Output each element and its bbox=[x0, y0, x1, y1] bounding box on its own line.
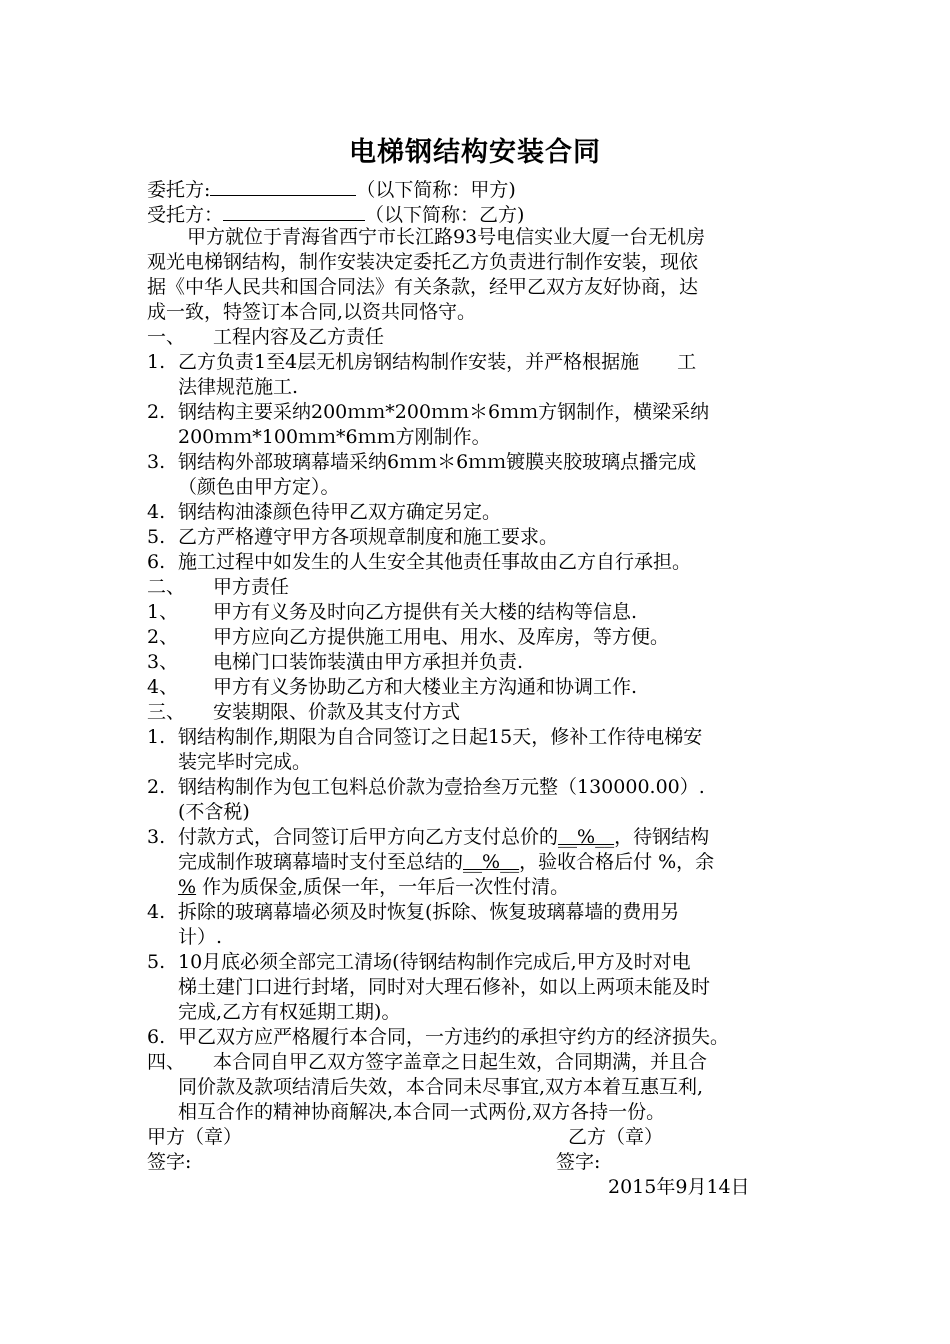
item-text: 甲方有义务协助乙方和大楼业主方沟通和协调工作. bbox=[213, 676, 638, 698]
section1-heading bbox=[147, 325, 384, 350]
party-b-seal: 乙方（章） bbox=[568, 1126, 664, 1148]
item-number: 1. bbox=[147, 726, 166, 748]
s3-item-6 bbox=[147, 1025, 729, 1050]
client-line bbox=[147, 175, 516, 203]
payment-text-a: 付款方式，合同签订后甲方向乙方支付总价的 bbox=[178, 826, 559, 848]
client-name-blank bbox=[210, 175, 356, 196]
item-number: 5. bbox=[147, 526, 166, 548]
item-number: 4. bbox=[147, 901, 166, 923]
party-b-signature: 签字: bbox=[556, 1151, 601, 1173]
item-number: 1、 bbox=[147, 601, 179, 623]
intro-line-2: 观光电梯钢结构，制作安装决定委托乙方负责进行制作安装，现依 bbox=[147, 251, 699, 273]
client-label: 委托方: bbox=[147, 179, 211, 201]
s3-item-2 bbox=[147, 775, 705, 800]
item-number: 2. bbox=[147, 776, 166, 798]
item-text: 钢结构外部玻璃幕墙采纳6ｍｍ＊6ｍｍ镀膜夹胶玻璃点播完成 bbox=[178, 451, 697, 473]
section2-title: 甲方责任 bbox=[213, 576, 290, 598]
section3-number: 三、 bbox=[147, 701, 186, 723]
s3-item-5-cont-1: 梯土建门口进行封堵，同时对大理石修补，如以上两项未能及时 bbox=[178, 976, 711, 998]
section4-text: 本合同自甲乙双方签字盖章之日起生效，合同期满，并且合 bbox=[213, 1051, 708, 1073]
payment-percent-blank-2: __%__ bbox=[463, 851, 520, 873]
payment-percent-blank-1: __%__ bbox=[558, 826, 615, 848]
s1-item-1 bbox=[147, 350, 696, 375]
item-text: 钢结构制作为包工包料总价款为壹拾叁万元整（130000.00）. bbox=[178, 776, 705, 798]
item-number: 2、 bbox=[147, 626, 179, 648]
s2-item-1 bbox=[147, 600, 637, 625]
s3-item-4-cont: 计）. bbox=[178, 926, 223, 948]
payment-text-b: ，待钢结构 bbox=[614, 826, 710, 848]
s3-item-3-cont-1 bbox=[178, 850, 714, 875]
section4-cont-1: 同价款及款项结清后失效，本合同未尽事宜,双方本着互惠互利, bbox=[178, 1076, 704, 1098]
item-text: 钢结构主要采纳200ｍｍ*200ｍｍ＊6ｍｍ方钢制作，横梁采纳 bbox=[178, 401, 710, 423]
item-number: 6. bbox=[147, 1026, 166, 1048]
contractor-suffix: （以下简称：乙方) bbox=[365, 204, 525, 226]
item-number: 2. bbox=[147, 401, 166, 423]
s1-item-6 bbox=[147, 550, 691, 575]
section3-heading bbox=[147, 700, 460, 725]
s1-item-2 bbox=[147, 400, 709, 425]
item-number: 5. bbox=[147, 951, 166, 973]
s3-item-5 bbox=[147, 950, 691, 975]
contractor-line bbox=[147, 200, 524, 228]
party-a-signature: 签字: bbox=[147, 1151, 192, 1173]
s3-item-5-cont-2: 完成,乙方有权延期工期)。 bbox=[178, 1001, 401, 1023]
s3-item-1-cont: 装完毕时完成。 bbox=[178, 751, 312, 773]
item-number: 3. bbox=[147, 451, 166, 473]
s3-item-1 bbox=[147, 725, 702, 750]
s1-item-1-cont: 法律规范施工. bbox=[178, 376, 299, 398]
s1-item-5 bbox=[147, 525, 558, 550]
payment-text-e: 作为质保金,质保一年，一年后一次性付清。 bbox=[196, 876, 570, 898]
section4-paragraph bbox=[147, 1050, 707, 1075]
item-text: 施工过程中如发生的人生安全其他责任事故由乙方自行承担。 bbox=[178, 551, 692, 573]
s2-item-2 bbox=[147, 625, 669, 650]
item-number: 4、 bbox=[147, 676, 179, 698]
item-number: 1. bbox=[147, 351, 166, 373]
section1-title: 工程内容及乙方责任 bbox=[213, 326, 385, 348]
contractor-label: 受托方： bbox=[147, 204, 224, 226]
item-number: 3. bbox=[147, 826, 166, 848]
item-number: 3、 bbox=[147, 651, 179, 673]
item-text: 电梯门口装饰装潢由甲方承担并负责. bbox=[213, 651, 524, 673]
s1-item-4 bbox=[147, 500, 501, 525]
s3-item-4 bbox=[147, 900, 679, 925]
contract-date: 2015年9月14日 bbox=[608, 1176, 750, 1198]
intro-line-3: 据《中华人民共和国合同法》有关条款，经甲乙双方友好协商，达 bbox=[147, 276, 699, 298]
s3-item-3-cont-2 bbox=[178, 875, 569, 900]
item-text: 乙方负责1至4层无机房钢结构制作安装，并严格根据施 工 bbox=[178, 351, 697, 373]
item-text: 甲方有义务及时向乙方提供有关大楼的结构等信息. bbox=[213, 601, 638, 623]
payment-percent-blank-3: % bbox=[178, 876, 197, 898]
s2-item-4 bbox=[147, 675, 637, 700]
item-text: 钢结构油漆颜色待甲乙双方确定另定。 bbox=[178, 501, 502, 523]
item-text: 10月底必须全部完工清场(待钢结构制作完成后,甲方及时对电 bbox=[178, 951, 691, 973]
item-text: 甲乙双方应严格履行本合同，一方违约的承担守约方的经济损失。 bbox=[178, 1026, 730, 1048]
s2-item-3 bbox=[147, 650, 523, 675]
party-a-seal: 甲方（章） bbox=[147, 1126, 243, 1148]
item-text: 钢结构制作,期限为自合同签订之日起15天，修补工作待电梯安 bbox=[178, 726, 703, 748]
item-number: 4. bbox=[147, 501, 166, 523]
document-title: 电梯钢结构安装合同 bbox=[349, 137, 601, 168]
s1-item-2-cont: 200ｍｍ*100ｍｍ*6ｍｍ方刚制作。 bbox=[178, 426, 491, 448]
item-number: 6. bbox=[147, 551, 166, 573]
section1-number: 一、 bbox=[147, 326, 186, 348]
s1-item-3 bbox=[147, 450, 696, 475]
payment-text-c: 完成制作玻璃幕墙时支付至总结的 bbox=[178, 851, 464, 873]
s1-item-3-cont: （颜色由甲方定）。 bbox=[178, 476, 340, 498]
section4-cont-2: 相互合作的精神协商解决,本合同一式两份,双方各持一份。 bbox=[178, 1101, 666, 1123]
item-text: 拆除的玻璃幕墙必须及时恢复(拆除、恢复玻璃幕墙的费用另 bbox=[178, 901, 680, 923]
payment-text-d: ，验收合格后付 %，余 bbox=[519, 851, 715, 873]
s3-item-2-cont: (不含税) bbox=[178, 801, 250, 823]
intro-line-1: 甲方就位于青海省西宁市长江路93号电信实业大厦一台无机房 bbox=[187, 226, 706, 248]
section2-number: 二、 bbox=[147, 576, 186, 598]
section2-heading bbox=[147, 575, 289, 600]
intro-line-4: 成一致，特签订本合同,以资共同恪守。 bbox=[147, 301, 477, 323]
client-suffix: （以下简称：甲方) bbox=[356, 179, 516, 201]
s3-item-3 bbox=[147, 825, 709, 850]
contractor-name-blank bbox=[223, 200, 365, 221]
item-text: 甲方应向乙方提供施工用电、用水、及库房，等方便。 bbox=[213, 626, 670, 648]
item-text: 乙方严格遵守甲方各项规章制度和施工要求。 bbox=[178, 526, 559, 548]
section4-number: 四、 bbox=[147, 1051, 186, 1073]
section3-title: 安装期限、价款及其支付方式 bbox=[213, 701, 461, 723]
